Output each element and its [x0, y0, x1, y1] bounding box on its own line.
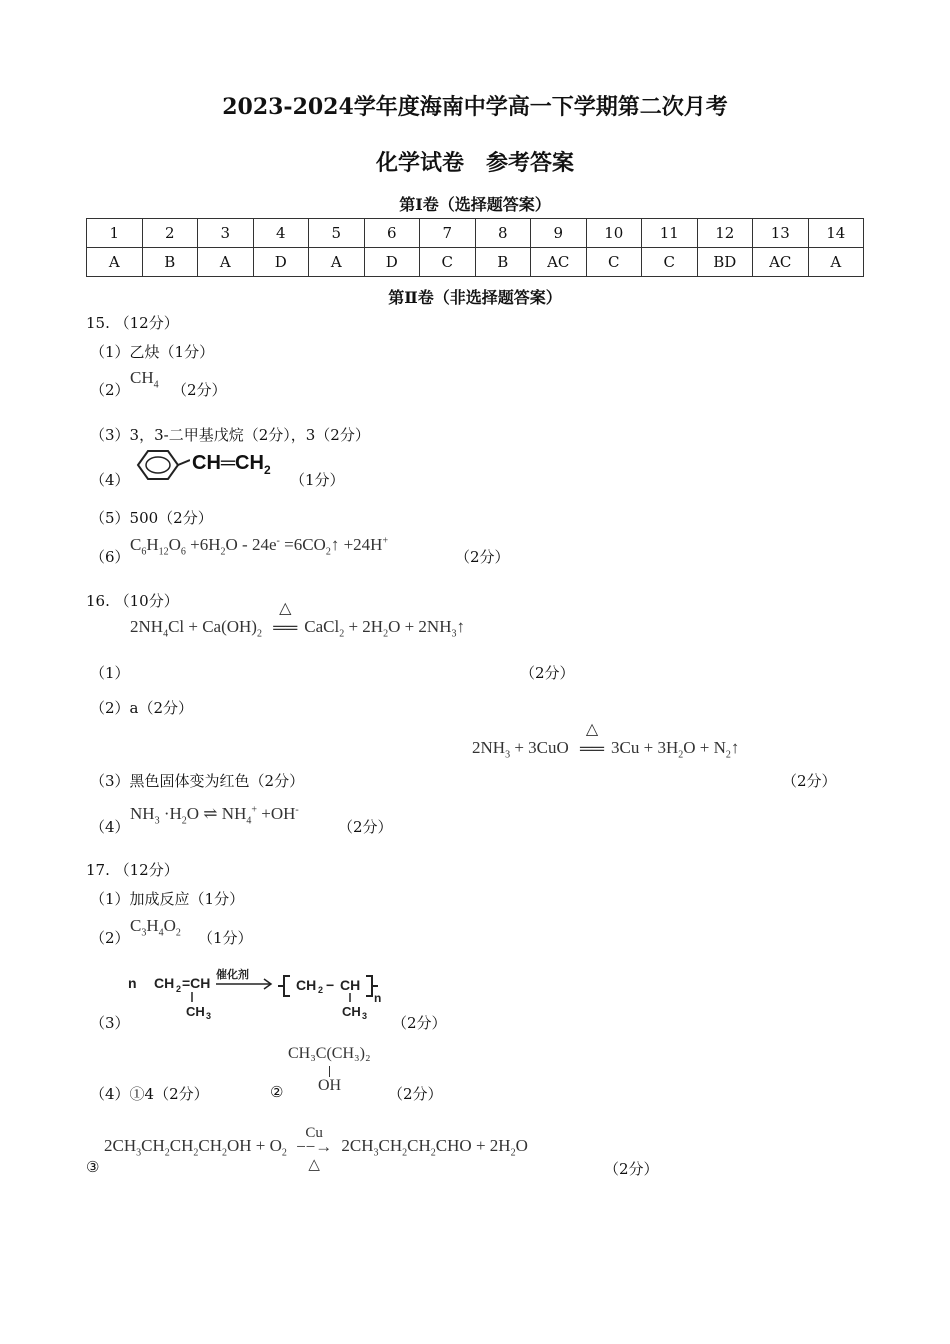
table-cell: A — [198, 248, 254, 277]
q17-answer-1: （1）加成反应（1分） — [90, 890, 245, 908]
q15-answer-6-score: （2分） — [455, 548, 510, 566]
q16-answer-4-score: （2分） — [338, 818, 393, 836]
q15-answer-2-label: （2） — [90, 381, 130, 399]
q15-answer-1: （1）乙炔（1分） — [90, 343, 215, 361]
q15-answer-6-equation: $C_6H_{12}O_6 +6H_2O - 24e^-$ $=6CO_2↑ +24H^+$ — [130, 535, 389, 558]
q17-answer-2-label: （2） — [90, 929, 130, 947]
svg-text:CH: CH — [340, 977, 361, 993]
table-row-answers — [87, 248, 864, 277]
table-cell: D — [364, 248, 420, 277]
q16-answer-1-equation: $2NH_4Cl + Ca(OH)_2$ △ ══ CaCl$_2$ + $2H_2O$ + $2NH_3↑$ — [130, 600, 465, 640]
table-cell: C — [642, 248, 698, 277]
svg-text:n: n — [128, 975, 137, 991]
q15-answer-4-label: （4） — [90, 471, 130, 489]
q16-answer-1-label: （1） — [90, 664, 130, 682]
q15-answer-3: （3）3，3-二甲基戊烷（2分），3（2分） — [90, 426, 370, 444]
q17-answer-4-structure-oh: OH — [318, 1077, 342, 1094]
svg-text:2: 2 — [176, 984, 182, 994]
q16-answer-3: （3）黑色固体变为红色（2分） — [90, 772, 305, 790]
q16-answer-4-label: （4） — [90, 818, 130, 836]
table-cell: 13 — [753, 219, 809, 248]
table-cell: C — [420, 248, 476, 277]
q15-answer-4-formula: $CH═CH_2$ — [192, 452, 271, 477]
table-cell: 10 — [586, 219, 642, 248]
part2-heading: 第Ⅱ卷（非选择题答案） — [388, 288, 562, 307]
table-cell: 3 — [198, 219, 254, 248]
svg-text:3: 3 — [206, 1011, 212, 1021]
table-cell: AC — [531, 248, 587, 277]
answer-table — [86, 218, 864, 277]
table-cell: AC — [753, 248, 809, 277]
q16-answer-3-equation: $2NH_3 + 3CuO$ △ ══ $3Cu + 3H_2O$ + $N_2↑$ — [472, 721, 740, 761]
part1-heading: 第Ⅰ卷（选择题答案） — [399, 195, 551, 214]
q16-answer-4-equation: $NH_3 \cdot H_2O$ ⇌ $NH_4^+ +OH^-$ — [130, 804, 299, 827]
table-cell: D — [253, 248, 309, 277]
q15-heading: 15. （12分） — [86, 314, 179, 332]
table-cell: B — [142, 248, 198, 277]
table-cell: 1 — [87, 219, 143, 248]
q17-answer-3-score: （2分） — [392, 1014, 447, 1032]
svg-text:CH: CH — [296, 977, 317, 993]
q17-answer-4-score: （2分） — [388, 1085, 443, 1103]
q17-answer-5-score: （2分） — [604, 1160, 659, 1178]
q16-answer-2: （2）a（2分） — [90, 699, 194, 717]
table-cell: A — [309, 248, 365, 277]
q17-answer-5-label: ③ — [86, 1158, 100, 1176]
table-cell: 2 — [142, 219, 198, 248]
table-cell: BD — [697, 248, 753, 277]
q16-heading: 16. （10分） — [86, 592, 179, 610]
table-row-numbers — [87, 219, 864, 248]
q17-answer-3-label: （3） — [90, 1014, 130, 1032]
page-subtitle: 化学试卷 参考答案 — [375, 150, 574, 176]
svg-text:−: − — [326, 977, 335, 993]
svg-text:2: 2 — [318, 985, 324, 995]
table-cell: 4 — [253, 219, 309, 248]
q17-answer-4-part1: （4）①4（2分） — [90, 1085, 209, 1103]
svg-text:3: 3 — [362, 1011, 368, 1021]
bond-line — [329, 1066, 330, 1077]
table-cell: 12 — [697, 219, 753, 248]
table-cell: A — [87, 248, 143, 277]
table-cell: 7 — [420, 219, 476, 248]
q15-answer-5: （5）500（2分） — [90, 509, 213, 527]
table-cell: A — [808, 248, 864, 277]
q15-answer-2-formula: $CH_4$ — [130, 368, 159, 391]
table-cell: 14 — [808, 219, 864, 248]
table-cell: 5 — [309, 219, 365, 248]
q17-answer-4-part2-label: ② — [270, 1083, 284, 1101]
svg-text:CH: CH — [342, 1004, 361, 1019]
q17-heading: 17. （12分） — [86, 861, 179, 879]
table-cell: 8 — [475, 219, 531, 248]
svg-text:CH: CH — [186, 1004, 205, 1019]
q16-answer-3-score: （2分） — [782, 772, 837, 790]
polymerization-equation — [124, 962, 394, 1024]
q17-answer-5-equation: $2CH_3CH_2CH_2CH_2OH + O_2$ Cu −−→ △ $2CH_3CH_2CH_2CHO + 2H_2O$ — [104, 1125, 528, 1174]
benzene-ring-icon — [128, 448, 190, 482]
svg-text:n: n — [374, 991, 382, 1005]
catalyst-label: 催化剂 — [216, 969, 249, 981]
svg-text:=CH: =CH — [182, 975, 211, 991]
q15-answer-2-score: （2分） — [172, 381, 227, 399]
table-cell: B — [475, 248, 531, 277]
q17-answer-2-formula: $C_3H_4O_2$ — [130, 916, 181, 939]
table-cell: 9 — [531, 219, 587, 248]
q17-answer-4-structure-top: CH₃C(CH₃)₂ — [288, 1045, 371, 1062]
q17-answer-2-score: （1分） — [198, 929, 253, 947]
table-cell: 6 — [364, 219, 420, 248]
q15-answer-6-label: （6） — [90, 548, 130, 566]
table-cell: C — [586, 248, 642, 277]
table-cell: 11 — [642, 219, 698, 248]
q16-answer-1-score: （2分） — [520, 664, 575, 682]
svg-text:CH: CH — [154, 975, 175, 991]
page-title: 2023-2024学年度海南中学高一下学期第二次月考 — [222, 94, 728, 120]
q15-answer-4-score: （1分） — [290, 471, 345, 489]
